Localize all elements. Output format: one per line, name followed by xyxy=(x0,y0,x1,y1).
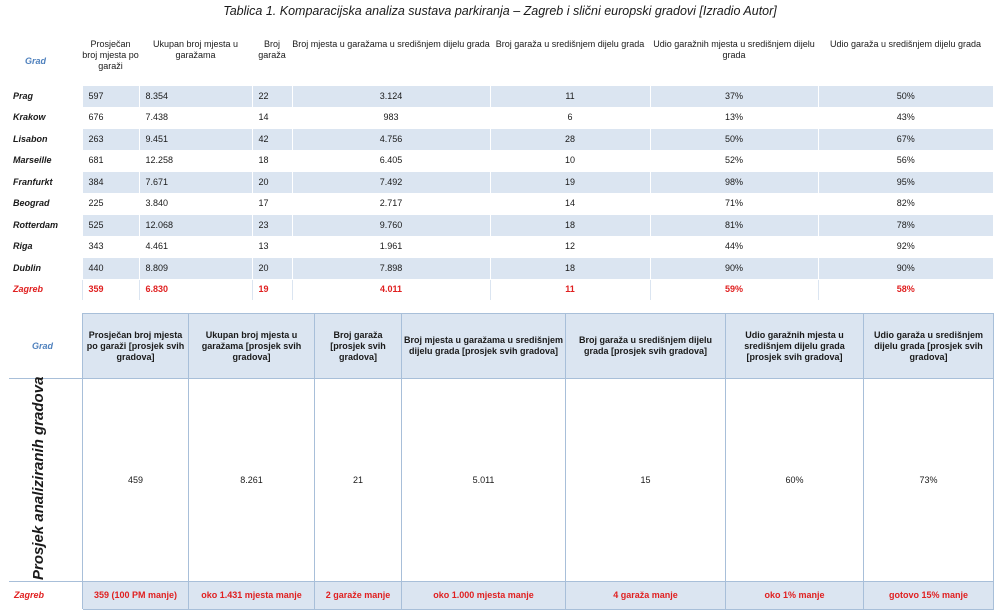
table-caption: Tablica 1. Komparacijska analiza sustava parkiranja – Zagreb i slični europski gradovi [Izradio Autor] xyxy=(223,4,777,18)
table-cell: 92% xyxy=(818,236,993,258)
city-name: Dublin xyxy=(9,258,82,280)
table-cell: 597 xyxy=(82,86,139,107)
table-cell: 3.840 xyxy=(139,193,252,215)
table-cell: 4.756 xyxy=(292,129,490,151)
table-cell: 18 xyxy=(490,258,650,280)
table-cell: 343 xyxy=(82,236,139,258)
table-cell: 359 xyxy=(82,279,139,301)
average-label: Prosjek analiziranih gradova xyxy=(30,376,47,580)
table-cell: 13 xyxy=(252,236,292,258)
header-grad: Grad xyxy=(25,56,47,66)
table-cell: 15 xyxy=(566,379,726,582)
table-cell: 8.261 xyxy=(189,379,315,582)
table-cell: 50% xyxy=(818,86,993,107)
table-cell: 4.461 xyxy=(139,236,252,258)
table-cell: 14 xyxy=(252,107,292,129)
table-row xyxy=(9,193,993,215)
table-cell: 4 garaža manje xyxy=(566,582,726,610)
header-total-spaces: Ukupan broj mjesta u garažama xyxy=(152,39,239,60)
table-cell: 225 xyxy=(82,193,139,215)
table-cell: 440 xyxy=(82,258,139,280)
table-cell: 44% xyxy=(650,236,818,258)
table-cell: 73% xyxy=(864,379,994,582)
table-row xyxy=(9,236,993,258)
table-cell: 4.011 xyxy=(292,279,490,301)
header-central-spaces-share: Udio garažnih mjesta u središnjem dijelu grada [prosjek svih gradova] xyxy=(726,314,864,379)
table-cell: 23 xyxy=(252,215,292,237)
table-cell: 5.011 xyxy=(402,379,566,582)
header-avg-spaces: Prosječan broj mjesta po garaži [prosjek svih gradova] xyxy=(83,314,189,379)
table-cell: 78% xyxy=(818,215,993,237)
table-cell: 98% xyxy=(650,172,818,194)
table-cell: 18 xyxy=(490,215,650,237)
city-name: Prag xyxy=(9,86,82,107)
table-cell: 52% xyxy=(650,150,818,172)
table-row xyxy=(9,86,993,107)
average-table xyxy=(9,313,994,610)
city-name: Lisabon xyxy=(9,129,82,151)
table-row xyxy=(9,150,993,172)
header-grad: Grad xyxy=(10,314,83,379)
header-central-garages-share: Udio garaža u središnjem dijelu grada [prosjek svih gradova] xyxy=(864,314,994,379)
header-avg-spaces: Prosječan broj mjesta po garaži xyxy=(82,39,139,71)
table-cell: 12 xyxy=(490,236,650,258)
table-cell: gotovo 15% manje xyxy=(864,582,994,610)
table-header-row xyxy=(9,37,993,86)
table-cell: 263 xyxy=(82,129,139,151)
table-cell: 82% xyxy=(818,193,993,215)
table-cell: 1.961 xyxy=(292,236,490,258)
header-garage-count: Broj garaža [prosjek svih gradova] xyxy=(315,314,402,379)
table-cell: 43% xyxy=(818,107,993,129)
table-cell: 60% xyxy=(726,379,864,582)
comparison-table xyxy=(9,37,993,301)
table-cell: 9.451 xyxy=(139,129,252,151)
table-row xyxy=(9,129,993,151)
table-cell: 6.830 xyxy=(139,279,252,301)
table-cell: 6 xyxy=(490,107,650,129)
city-name: Riga xyxy=(9,236,82,258)
table-cell: 90% xyxy=(650,258,818,280)
table-cell: 384 xyxy=(82,172,139,194)
table-cell: 7.671 xyxy=(139,172,252,194)
table-cell: 676 xyxy=(82,107,139,129)
city-name: Marseille xyxy=(9,150,82,172)
table-cell: 359 (100 PM manje) xyxy=(83,582,189,610)
table-cell: 2.717 xyxy=(292,193,490,215)
city-name: Franfurkt xyxy=(9,172,82,194)
table-cell: oko 1.431 mjesta manje xyxy=(189,582,315,610)
header-central-garages: Broj garaža u središnjem dijelu grada [prosjek svih gradova] xyxy=(566,314,726,379)
city-name: Beograd xyxy=(9,193,82,215)
table-cell: 42 xyxy=(252,129,292,151)
table-cell: 19 xyxy=(252,279,292,301)
table-cell: 11 xyxy=(490,279,650,301)
table-cell: 37% xyxy=(650,86,818,107)
city-name: Zagreb xyxy=(10,582,83,610)
table-cell: 22 xyxy=(252,86,292,107)
table-cell: 8.809 xyxy=(139,258,252,280)
table-cell: 13% xyxy=(650,107,818,129)
table-cell: 67% xyxy=(818,129,993,151)
table-cell: 14 xyxy=(490,193,650,215)
table-cell: 983 xyxy=(292,107,490,129)
table-cell: 81% xyxy=(650,215,818,237)
table-cell: 7.492 xyxy=(292,172,490,194)
table-row xyxy=(9,107,993,129)
table-cell: 20 xyxy=(252,258,292,280)
table-cell: 90% xyxy=(818,258,993,280)
table-row xyxy=(9,215,993,237)
table-cell: 12.258 xyxy=(139,150,252,172)
city-name: Zagreb xyxy=(9,279,82,301)
average-header-row xyxy=(10,314,994,379)
table-cell: 19 xyxy=(490,172,650,194)
table-cell: 21 xyxy=(315,379,402,582)
header-total-spaces: Ukupan broj mjesta u garažama [prosjek svih gradova] xyxy=(189,314,315,379)
average-values-row xyxy=(10,379,994,582)
header-central-garages: Broj garaža u središnjem dijelu grada xyxy=(495,39,645,49)
table-cell: 20 xyxy=(252,172,292,194)
table-cell: oko 1.000 mjesta manje xyxy=(402,582,566,610)
city-name: Rotterdam xyxy=(9,215,82,237)
table-cell: 59% xyxy=(650,279,818,301)
table-cell: 10 xyxy=(490,150,650,172)
table-cell: 9.760 xyxy=(292,215,490,237)
table-cell: 7.438 xyxy=(139,107,252,129)
table-row xyxy=(9,172,993,194)
average-label-cell xyxy=(10,376,83,582)
table-cell: 8.354 xyxy=(139,86,252,107)
table-cell: 56% xyxy=(818,150,993,172)
header-central-garages-share: Udio garaža u središnjem dijelu grada xyxy=(829,39,982,49)
table-cell: 2 garaže manje xyxy=(315,582,402,610)
table-cell: 17 xyxy=(252,193,292,215)
table-cell: 71% xyxy=(650,193,818,215)
header-central-spaces: Broj mjesta u garažama u središnjem dijelu grada [prosjek svih gradova] xyxy=(402,314,566,379)
table-cell: 18 xyxy=(252,150,292,172)
table-cell: 459 xyxy=(83,379,189,582)
table-cell: 11 xyxy=(490,86,650,107)
table-cell: 3.124 xyxy=(292,86,490,107)
table-cell: 58% xyxy=(818,279,993,301)
table-cell: oko 1% manje xyxy=(726,582,864,610)
header-central-spaces-share: Udio garažnih mjesta u središnjem dijelu grada xyxy=(653,39,815,60)
table-cell: 12.068 xyxy=(139,215,252,237)
table-cell: 28 xyxy=(490,129,650,151)
table-cell: 95% xyxy=(818,172,993,194)
table-cell: 681 xyxy=(82,150,139,172)
zagreb-difference-row xyxy=(10,582,994,610)
table-cell: 7.898 xyxy=(292,258,490,280)
city-name: Krakow xyxy=(9,107,82,129)
table-row xyxy=(9,279,993,301)
header-garage-count: Broj garaža xyxy=(258,39,286,60)
table-cell: 6.405 xyxy=(292,150,490,172)
table-cell: 50% xyxy=(650,129,818,151)
header-central-spaces: Broj mjesta u garažama u središnjem dijelu grada xyxy=(292,39,490,49)
table-cell: 525 xyxy=(82,215,139,237)
table-row xyxy=(9,258,993,280)
